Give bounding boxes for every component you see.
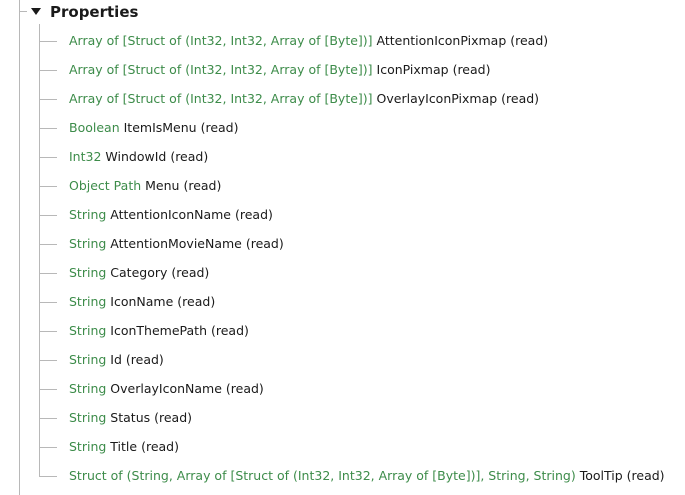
property-label <box>69 62 490 78</box>
property-access: (read) <box>626 468 665 483</box>
property-label <box>69 265 209 281</box>
property-access: (read) <box>170 149 209 164</box>
property-label <box>69 207 273 223</box>
tree-branch-line <box>39 360 57 361</box>
property-row[interactable] <box>0 27 685 56</box>
tree-branch-line <box>39 99 57 100</box>
properties-list <box>0 27 685 491</box>
property-row[interactable] <box>0 433 685 462</box>
property-type: Array of [Struct of (Int32, Int32, Array of [Byte])] <box>69 33 373 48</box>
property-name: WindowId <box>105 149 167 164</box>
property-type: String <box>69 323 107 338</box>
property-access: (read) <box>177 294 216 309</box>
tree-branch-line <box>39 157 57 158</box>
property-name: IconName <box>110 294 174 309</box>
property-row[interactable] <box>0 404 685 433</box>
tree-branch-line <box>39 331 57 332</box>
property-access: (read) <box>510 33 549 48</box>
property-type: String <box>69 381 107 396</box>
property-access: (read) <box>125 352 164 367</box>
property-name: AttentionMovieName <box>110 236 242 251</box>
property-name: Menu <box>145 178 180 193</box>
properties-group-header[interactable] <box>30 0 138 24</box>
property-name: OverlayIconPixmap <box>376 91 498 106</box>
property-row[interactable] <box>0 85 685 114</box>
property-access: (read) <box>234 207 273 222</box>
tree-branch-line <box>39 215 57 216</box>
property-row[interactable] <box>0 172 685 201</box>
property-type: String <box>69 207 107 222</box>
property-type: String <box>69 236 107 251</box>
property-label <box>69 149 208 165</box>
property-row[interactable] <box>0 143 685 172</box>
property-row[interactable] <box>0 230 685 259</box>
property-name: Title <box>110 439 138 454</box>
property-access: (read) <box>200 120 239 135</box>
property-access: (read) <box>183 178 222 193</box>
property-access: (read) <box>452 62 491 77</box>
property-row[interactable] <box>0 259 685 288</box>
property-type: String <box>69 439 107 454</box>
tree-branch-line <box>39 273 57 274</box>
property-row[interactable] <box>0 346 685 375</box>
property-name: Category <box>110 265 168 280</box>
expand-triangle-icon[interactable] <box>30 6 42 18</box>
property-access: (read) <box>171 265 210 280</box>
property-type: Object Path <box>69 178 142 193</box>
property-name: Status <box>110 410 151 425</box>
property-type: String <box>69 294 107 309</box>
property-row[interactable] <box>0 462 685 491</box>
property-label <box>69 236 284 252</box>
property-access: (read) <box>225 381 264 396</box>
property-label <box>69 91 539 107</box>
property-label <box>69 381 264 397</box>
property-type: Int32 <box>69 149 102 164</box>
property-access: (read) <box>501 91 540 106</box>
property-access: (read) <box>211 323 249 338</box>
property-label <box>69 468 665 484</box>
property-label <box>69 352 164 368</box>
tree-branch-line <box>39 447 57 448</box>
property-type: Boolean <box>69 120 120 135</box>
property-row[interactable] <box>0 201 685 230</box>
tree-branch-line <box>39 418 57 419</box>
property-label <box>69 323 249 339</box>
tree-branch-line <box>39 302 57 303</box>
property-access: (read) <box>154 410 193 425</box>
property-row[interactable] <box>0 114 685 143</box>
property-type: String <box>69 265 107 280</box>
property-access: (read) <box>245 236 284 251</box>
property-label <box>69 33 548 49</box>
property-row[interactable] <box>0 375 685 404</box>
tree-branch-line <box>39 186 57 187</box>
tree-branch-line <box>39 128 57 129</box>
property-row[interactable] <box>0 56 685 85</box>
tree-branch-line <box>39 476 57 477</box>
tree-branch-line <box>39 41 57 42</box>
property-type: Array of [Struct of (Int32, Int32, Array of [Byte])] <box>69 91 373 106</box>
tree-connector-stub <box>19 11 27 12</box>
property-type: String <box>69 410 107 425</box>
property-label <box>69 294 215 310</box>
property-name: AttentionIconPixmap <box>376 33 507 48</box>
property-type: String <box>69 352 107 367</box>
property-name: ToolTip <box>579 468 623 483</box>
property-name: IconThemePath <box>110 323 208 338</box>
property-type: Array of [Struct of (Int32, Int32, Array of [Byte])] <box>69 62 373 77</box>
property-row[interactable] <box>0 288 685 317</box>
property-row[interactable] <box>0 317 685 346</box>
property-label <box>69 410 192 426</box>
tree-branch-line <box>39 244 57 245</box>
property-access: (read) <box>141 439 179 454</box>
property-name: ItemIsMenu <box>123 120 197 135</box>
properties-group-title: Properties <box>50 3 139 21</box>
tree-branch-line <box>39 389 57 390</box>
property-name: AttentionIconName <box>110 207 231 222</box>
property-label <box>69 439 179 455</box>
property-label <box>69 178 221 194</box>
property-name: IconPixmap <box>376 62 449 77</box>
tree-branch-line <box>39 70 57 71</box>
property-name: OverlayIconName <box>110 381 222 396</box>
property-label <box>69 120 238 136</box>
property-name: Id <box>110 352 122 367</box>
property-type: Struct of (String, Array of [Struct of (Int32, Int32, Array of [Byte])], String, String) <box>69 468 576 483</box>
